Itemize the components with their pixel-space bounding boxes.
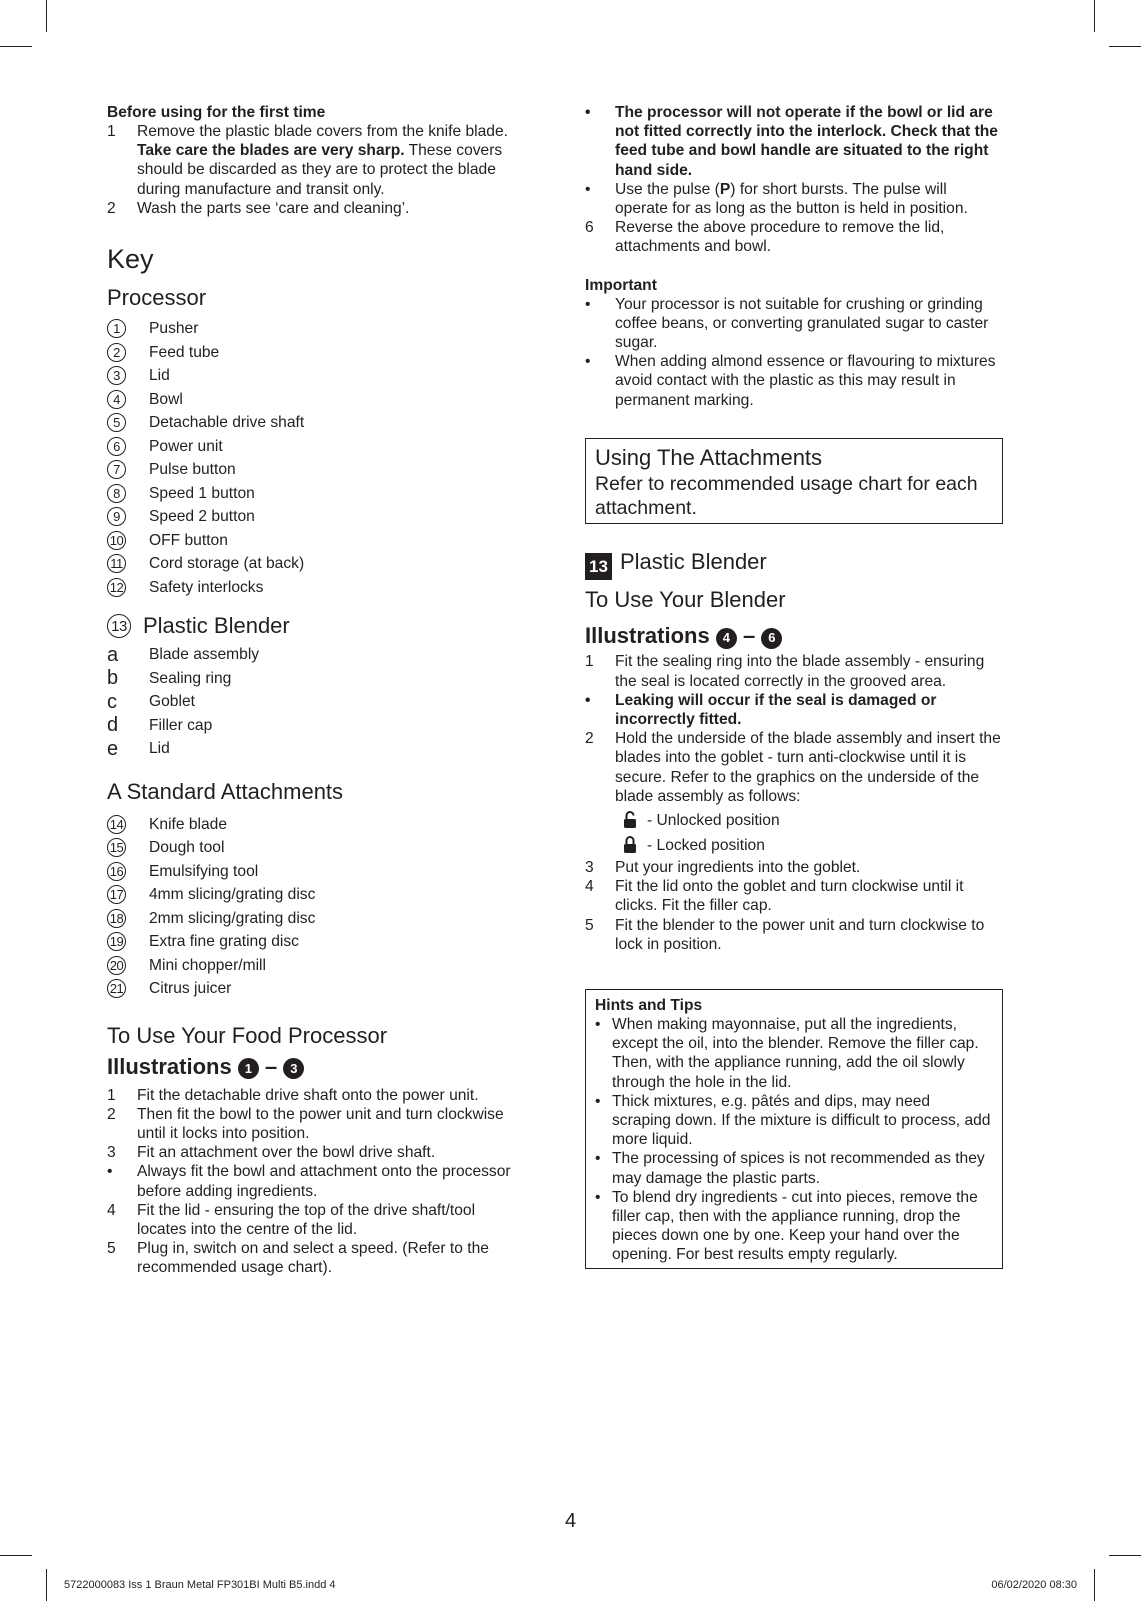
step-number: 3 bbox=[585, 858, 594, 876]
key-letter: e bbox=[107, 737, 119, 760]
step-number: 4 bbox=[107, 1201, 116, 1219]
unlocked-label: - Unlocked position bbox=[647, 811, 780, 829]
key-item bbox=[107, 860, 517, 884]
bullet: • bbox=[585, 353, 591, 371]
key-item-label: Pusher bbox=[149, 320, 199, 338]
number-circle-icon: 20 bbox=[107, 956, 126, 975]
bullet: • bbox=[595, 1092, 601, 1110]
list-item bbox=[585, 877, 1003, 915]
blender-section-title bbox=[585, 548, 1003, 581]
footer-date: 06/02/2020 08:30 bbox=[991, 1579, 1077, 1591]
number-circle-icon: 21 bbox=[107, 979, 126, 998]
pulse-key: P bbox=[719, 180, 731, 198]
list-item bbox=[107, 122, 517, 199]
step-number: 6 bbox=[585, 219, 594, 237]
important-heading: Important bbox=[585, 276, 657, 294]
step-text: Fit the sealing ring into the blade assembly - ensuring the seal is located correctly in the grooved area. bbox=[615, 653, 985, 690]
attachments-box-text: Refer to recommended usage chart for each attachment. bbox=[595, 472, 978, 519]
number-circle-icon: 1 bbox=[107, 319, 126, 338]
key-item-label: Cord storage (at back) bbox=[149, 555, 305, 573]
number-circle-icon: 14 bbox=[107, 815, 126, 834]
step-text: Fit an attachment over the bowl drive shaft. bbox=[137, 1144, 436, 1162]
step-text-part: These covers should be discarded as they are to protect the blade during manufacture and transit only. bbox=[137, 142, 503, 198]
list-item bbox=[107, 1105, 517, 1143]
list-item bbox=[585, 729, 1003, 806]
number-circle-icon: 8 bbox=[107, 484, 126, 503]
first-time-heading: Before using for the first time bbox=[107, 104, 326, 121]
locked-label: - Locked position bbox=[647, 836, 765, 854]
step-text: Put your ingredients into the goblet. bbox=[615, 858, 861, 876]
key-item-label: Speed 1 button bbox=[149, 484, 255, 502]
key-title: Key bbox=[107, 244, 154, 275]
key-item-label: Knife blade bbox=[149, 815, 228, 833]
key-item-label: Lid bbox=[149, 740, 170, 758]
list-item bbox=[585, 103, 1003, 180]
number-circle-icon: 16 bbox=[107, 862, 126, 881]
key-item bbox=[107, 364, 517, 388]
step-number: 2 bbox=[107, 199, 116, 217]
step-text bbox=[137, 122, 517, 199]
important-text: Your processor is not suitable for crushing or grinding coffee beans, or converting granulated sugar to caster sugar. bbox=[615, 295, 989, 352]
step-text: Plug in, switch on and select a speed. (Refer to the recommended usage chart). bbox=[137, 1240, 489, 1277]
step-text: Hold the underside of the blade assembly and insert the blades into the goblet - turn anti-clockwise until it is secure. Refer to the graphics on the underside of the blade assembly as follows: bbox=[615, 730, 1001, 805]
key-item-label: Dough tool bbox=[149, 839, 225, 857]
key-item bbox=[107, 714, 517, 738]
list-item bbox=[585, 691, 1003, 729]
list-item bbox=[107, 1239, 517, 1277]
number-circle-icon: 5 bbox=[107, 413, 126, 432]
step-number: • bbox=[107, 1163, 113, 1181]
key-item-label: Emulsifying tool bbox=[149, 862, 259, 880]
crop-mark bbox=[1109, 1555, 1141, 1556]
illustrations-dash: – bbox=[742, 623, 756, 649]
blender-key-title: Plastic Blender bbox=[143, 613, 290, 639]
blender-section-label: Plastic Blender bbox=[620, 548, 767, 574]
key-item-label: 2mm slicing/grating disc bbox=[149, 909, 316, 927]
bullet: • bbox=[595, 1188, 601, 1206]
leak-warning: Leaking will occur if the seal is damaged or incorrectly fitted. bbox=[615, 691, 937, 728]
key-item bbox=[107, 576, 517, 600]
bullet: • bbox=[585, 180, 591, 198]
list-item bbox=[585, 916, 1003, 954]
pulse-note-part: Use the pulse ( bbox=[615, 180, 720, 198]
key-item bbox=[107, 388, 517, 412]
key-letter: b bbox=[107, 667, 119, 690]
key-item-label: Extra fine grating disc bbox=[149, 933, 299, 951]
hints-list bbox=[595, 1015, 993, 1265]
step-text: Then fit the bowl to the power unit and turn clockwise until it locks into position. bbox=[137, 1105, 504, 1142]
list-item bbox=[107, 199, 517, 218]
list-item bbox=[585, 180, 1003, 218]
step-text: Fit the blender to the power unit and turn clockwise to lock in position. bbox=[615, 916, 985, 953]
key-item-label: Filler cap bbox=[149, 716, 213, 734]
key-item-label: Speed 2 button bbox=[149, 508, 255, 526]
key-item bbox=[107, 458, 517, 482]
processor-use-title: To Use Your Food Processor bbox=[107, 1022, 388, 1048]
key-item bbox=[107, 435, 517, 459]
key-item bbox=[107, 907, 517, 931]
key-item-label: Sealing ring bbox=[149, 669, 232, 687]
key-item bbox=[107, 836, 517, 860]
number-circle-icon: 12 bbox=[107, 578, 126, 597]
processor-key-list bbox=[107, 317, 517, 599]
key-item-label: Citrus juicer bbox=[149, 980, 232, 998]
crop-mark bbox=[0, 46, 32, 47]
step-number: 5 bbox=[107, 1240, 116, 1258]
key-item-label: 4mm slicing/grating disc bbox=[149, 886, 316, 904]
footer-file-info: 5722000083 Iss 1 Braun Metal FP301BI Multi B5.indd 4 bbox=[64, 1579, 336, 1591]
key-item bbox=[107, 505, 517, 529]
crop-mark bbox=[46, 0, 47, 32]
number-circle-icon: 2 bbox=[107, 343, 126, 362]
step-number: 1 bbox=[107, 123, 116, 140]
list-item bbox=[595, 1092, 993, 1150]
illustrations-label: Illustrations bbox=[107, 1053, 232, 1079]
number-circle-icon: 15 bbox=[107, 838, 126, 857]
list-item bbox=[585, 352, 1003, 410]
key-item-label: Blade assembly bbox=[149, 646, 260, 664]
step-number: 5 bbox=[585, 916, 594, 934]
key-item bbox=[107, 737, 517, 761]
list-item bbox=[585, 295, 1003, 353]
hints-heading: Hints and Tips bbox=[595, 996, 703, 1014]
step-number: 3 bbox=[107, 1144, 116, 1162]
step-number: 2 bbox=[585, 730, 594, 748]
blender-use-title: To Use Your Blender bbox=[585, 587, 786, 613]
crop-mark bbox=[1109, 46, 1141, 47]
blender-key-heading bbox=[107, 613, 517, 639]
list-item bbox=[585, 858, 1003, 877]
step-number: 1 bbox=[585, 653, 594, 671]
key-letter: a bbox=[107, 643, 119, 666]
illustration-number-icon: 1 bbox=[238, 1058, 259, 1079]
key-item bbox=[107, 813, 517, 837]
illustrations-heading bbox=[585, 622, 1003, 650]
list-item bbox=[107, 1201, 517, 1239]
key-item bbox=[107, 317, 517, 341]
step-number: 2 bbox=[107, 1105, 116, 1123]
step-number: 4 bbox=[585, 878, 594, 896]
illustrations-heading bbox=[107, 1053, 517, 1081]
step-text: Fit the lid - ensuring the top of the drive shaft/tool locates into the centre of the lid. bbox=[137, 1201, 476, 1238]
illustrations-label: Illustrations bbox=[585, 623, 710, 649]
list-item bbox=[107, 1143, 517, 1162]
key-item-label: Lid bbox=[149, 367, 170, 385]
step-number: 1 bbox=[107, 1086, 116, 1104]
number-circle-icon: 19 bbox=[107, 932, 126, 951]
bullet: • bbox=[595, 1150, 601, 1168]
crop-mark bbox=[1094, 0, 1095, 32]
key-item bbox=[107, 643, 517, 667]
number-circle-icon: 4 bbox=[107, 390, 126, 409]
list-item bbox=[107, 1086, 517, 1105]
left-column bbox=[107, 103, 517, 1278]
key-item bbox=[107, 482, 517, 506]
pulse-note-part: ) for short bursts. The pulse will operate for as long as the button is held in position. bbox=[615, 180, 968, 218]
warning-text: Take care the blades are very sharp. bbox=[137, 142, 405, 160]
bullet: • bbox=[585, 691, 591, 709]
list-item bbox=[585, 652, 1003, 690]
key-item-label: Safety interlocks bbox=[149, 578, 264, 596]
illustration-number-icon: 4 bbox=[716, 628, 737, 649]
key-item-label: Goblet bbox=[149, 693, 195, 711]
locked-padlock-icon bbox=[623, 836, 637, 854]
number-circle-icon: 7 bbox=[107, 460, 126, 479]
pulse-note bbox=[615, 180, 1003, 218]
crop-mark bbox=[0, 1555, 32, 1556]
key-item-label: Feed tube bbox=[149, 343, 220, 361]
key-item-label: Power unit bbox=[149, 437, 223, 455]
bullet: • bbox=[585, 295, 591, 313]
unlocked-padlock-icon bbox=[623, 811, 637, 829]
step-text-part: Remove the plastic blade covers from the knife blade. bbox=[137, 123, 508, 140]
attachments-box-title: Using The Attachments bbox=[595, 444, 823, 470]
list-item bbox=[595, 1188, 993, 1265]
list-item bbox=[585, 218, 1003, 256]
key-item bbox=[107, 411, 517, 435]
locked-row bbox=[623, 833, 1003, 858]
number-circle-icon: 9 bbox=[107, 507, 126, 526]
key-item-label: Pulse button bbox=[149, 461, 236, 479]
step-text: Fit the lid onto the goblet and turn clockwise until it clicks. Fit the filler cap. bbox=[615, 878, 964, 915]
number-circle-icon: 11 bbox=[107, 554, 126, 573]
key-item bbox=[107, 930, 517, 954]
illustration-number-icon: 3 bbox=[283, 1058, 304, 1079]
key-item bbox=[107, 667, 517, 691]
list-item bbox=[595, 1149, 993, 1187]
key-item bbox=[107, 341, 517, 365]
list-item bbox=[595, 1015, 993, 1092]
number-circle-icon: 6 bbox=[107, 437, 126, 456]
list-item bbox=[107, 1162, 517, 1200]
page-number: 4 bbox=[564, 1510, 577, 1532]
number-circle-icon: 3 bbox=[107, 366, 126, 385]
key-item-label: Mini chopper/mill bbox=[149, 956, 266, 974]
key-letter: d bbox=[107, 714, 119, 737]
step-text: Fit the detachable drive shaft onto the power unit. bbox=[137, 1086, 479, 1104]
key-letter: c bbox=[107, 690, 117, 713]
hint-text: Thick mixtures, e.g. pâtés and dips, may need scraping down. If the mixture is difficult to process, add more liquid. bbox=[612, 1092, 991, 1149]
processor-steps bbox=[107, 1086, 517, 1278]
step-text: Reverse the above procedure to remove the lid, attachments and bowl. bbox=[615, 219, 945, 256]
processor-title: Processor bbox=[107, 285, 207, 311]
step-text: Always fit the bowl and attachment onto the processor before adding ingredients. bbox=[137, 1163, 511, 1200]
number-circle-icon: 13 bbox=[107, 614, 131, 638]
illustration-number-icon: 6 bbox=[761, 628, 782, 649]
step-text: Wash the parts see ‘care and cleaning’. bbox=[137, 199, 410, 217]
key-item bbox=[107, 690, 517, 714]
section-number-icon: 13 bbox=[585, 553, 612, 580]
number-circle-icon: 10 bbox=[107, 531, 126, 550]
hint-text: To blend dry ingredients - cut into pieces, remove the filler cap, then with the appliance running, drop the pieces down one by one. Keep your hand over the opening. For best results empty regularly. bbox=[612, 1188, 978, 1264]
blender-key-list bbox=[107, 643, 517, 761]
illustrations-dash: – bbox=[264, 1053, 278, 1079]
hints-box bbox=[585, 989, 1003, 1269]
bullet: • bbox=[595, 1015, 601, 1033]
crop-mark bbox=[46, 1569, 47, 1601]
number-circle-icon: 18 bbox=[107, 909, 126, 928]
key-item bbox=[107, 977, 517, 1001]
important-text: When adding almond essence or flavouring to mixtures avoid contact with the plastic as this may result in permanent marking. bbox=[615, 353, 996, 409]
bullet: • bbox=[585, 104, 591, 121]
right-column bbox=[585, 103, 1003, 1269]
hint-text: The processing of spices is not recommended as they may damage the plastic parts. bbox=[612, 1150, 985, 1187]
attachments-key-list bbox=[107, 813, 517, 1001]
unlocked-row bbox=[623, 808, 1003, 833]
key-item-label: OFF button bbox=[149, 531, 228, 549]
key-item-label: Detachable drive shaft bbox=[149, 414, 305, 432]
key-item bbox=[107, 552, 517, 576]
key-item bbox=[107, 883, 517, 907]
key-item bbox=[107, 954, 517, 978]
attachments-box bbox=[585, 438, 1003, 524]
key-item bbox=[107, 529, 517, 553]
crop-mark bbox=[1094, 1569, 1095, 1601]
attachments-title: A Standard Attachments bbox=[107, 778, 344, 804]
number-circle-icon: 17 bbox=[107, 885, 126, 904]
hint-text: When making mayonnaise, put all the ingredients, except the oil, into the blender. Remove the filler cap. Then, with the appliance running, add the oil slowly through the hole in the lid. bbox=[612, 1015, 979, 1091]
key-item-label: Bowl bbox=[149, 390, 183, 408]
interlock-warning: The processor will not operate if the bowl or lid are not fitted correctly into the interlock. Check that the feed tube and bowl handle are situated to the right hand side. bbox=[615, 104, 998, 179]
